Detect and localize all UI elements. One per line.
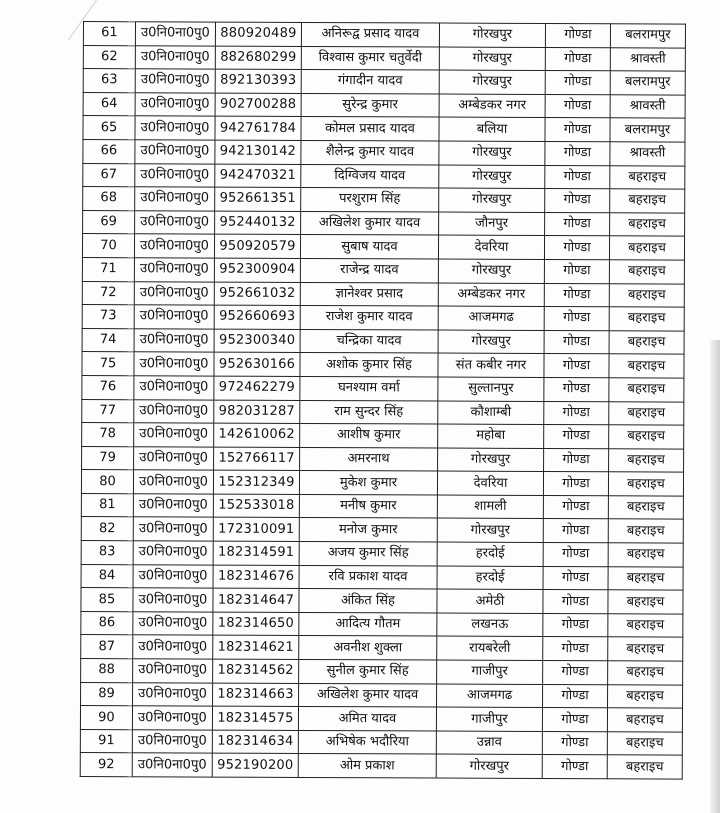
table-row [82, 446, 684, 472]
rank-cell: उ0नि0ना0पु0 [135, 22, 215, 46]
officer-name-cell: शैलेन्द्र कुमार यादव [301, 140, 439, 164]
serial-number-cell: 83 [81, 541, 133, 565]
home-district-cell: रायबरेली [437, 636, 543, 660]
rank-cell: उ0नि0ना0पु0 [135, 69, 215, 93]
serial-number-cell: 76 [82, 375, 134, 399]
table-row [83, 92, 685, 118]
new-posting-cell: बहराइच [608, 684, 683, 708]
table-row [81, 470, 683, 496]
current-posting-cell: गोण्डा [544, 401, 609, 425]
home-district-cell: उन्नाव [436, 731, 542, 755]
rank-cell: उ0नि0ना0पु0 [133, 541, 213, 565]
new-posting-cell: बहराइच [608, 614, 683, 638]
table-row [83, 187, 685, 213]
table-row [81, 564, 683, 590]
current-posting-cell: गोण्डा [544, 236, 609, 260]
new-posting-cell: बहराइच [609, 354, 684, 378]
current-posting-cell: गोण्डा [544, 330, 609, 354]
rank-cell: उ0नि0ना0पु0 [133, 612, 213, 636]
home-district-cell: लखनऊ [437, 613, 543, 637]
table-row [81, 682, 683, 708]
pno-cell: 152533018 [213, 494, 299, 518]
current-posting-cell: गोण्डा [544, 377, 609, 401]
officer-name-cell: अवनीश शुक्ला [299, 636, 437, 660]
serial-number-cell: 91 [80, 729, 132, 753]
new-posting-cell: बहराइच [609, 448, 684, 472]
current-posting-cell: गोण्डा [545, 71, 610, 95]
serial-number-cell: 82 [81, 517, 133, 541]
serial-number-cell: 65 [83, 116, 135, 140]
pno-cell: 182314634 [212, 730, 298, 754]
serial-number-cell: 71 [82, 257, 134, 281]
home-district-cell: अमेठी [437, 589, 543, 613]
table-row [81, 611, 683, 637]
current-posting-cell: गोण्डा [545, 165, 610, 189]
table-row [82, 305, 684, 331]
officer-name-cell: रवि प्रकाश यादव [299, 565, 437, 589]
rank-cell: उ0नि0ना0पु0 [134, 446, 214, 470]
new-posting-cell: बहराइच [608, 590, 683, 614]
officer-name-cell: ज्ञानेश्वर प्रसाद [300, 282, 438, 306]
home-district-cell: अम्बेडकर नगर [439, 94, 545, 118]
pno-cell: 182314591 [213, 541, 299, 565]
table-row [83, 22, 685, 48]
table-row [81, 541, 683, 567]
table-row [83, 163, 685, 189]
pno-cell: 880920489 [215, 22, 301, 46]
rank-cell: उ0नि0ना0पु0 [133, 517, 213, 541]
rank-cell: उ0नि0ना0पु0 [132, 706, 212, 730]
home-district-cell: जौनपुर [439, 212, 545, 236]
home-district-cell: महोबा [438, 424, 544, 448]
home-district-cell: गाजीपुर [437, 660, 543, 684]
current-posting-cell: गोण्डा [544, 354, 609, 378]
officer-name-cell: राम सुन्दर सिंह [300, 400, 438, 424]
rank-cell: उ0नि0ना0पु0 [134, 234, 214, 258]
pno-cell: 950920579 [214, 234, 300, 258]
serial-number-cell: 64 [83, 92, 135, 116]
new-posting-cell: श्रावस्ती [610, 95, 685, 119]
pno-cell: 152312349 [213, 470, 299, 494]
serial-number-cell: 62 [83, 45, 135, 69]
home-district-cell: गोरखपुर [438, 330, 544, 354]
current-posting-cell: गोण्डा [543, 495, 608, 519]
home-district-cell: गोरखपुर [438, 259, 544, 283]
officer-name-cell: अभिषेक भदौरिया [298, 730, 436, 754]
rank-cell: उ0नि0ना0पु0 [133, 588, 213, 612]
pno-cell: 952630166 [214, 352, 300, 376]
serial-number-cell: 75 [82, 352, 134, 376]
pno-cell: 952190200 [212, 753, 298, 777]
serial-number-cell: 68 [83, 187, 135, 211]
current-posting-cell: गोण्डा [543, 472, 608, 496]
serial-number-cell: 67 [83, 163, 135, 187]
current-posting-cell: गोण्डा [544, 283, 609, 307]
new-posting-cell: बहराइच [609, 425, 684, 449]
officer-name-cell: विश्वास कुमार चतुर्वेदी [301, 46, 439, 70]
pno-cell: 182314621 [213, 636, 299, 660]
table-row [81, 588, 683, 614]
home-district-cell: गोरखपुर [438, 448, 544, 472]
table-row [82, 352, 684, 378]
new-posting-cell: बहराइच [607, 708, 682, 732]
pno-cell: 982031287 [214, 400, 300, 424]
officer-name-cell: चन्द्रिका यादव [300, 329, 438, 353]
home-district-cell: आजमगढ [438, 306, 544, 330]
home-district-cell: शामली [437, 495, 543, 519]
serial-number-cell: 87 [81, 635, 133, 659]
serial-number-cell: 88 [81, 659, 133, 683]
home-district-cell: कौशाम्बी [438, 401, 544, 425]
rank-cell: उ0नि0ना0पु0 [133, 494, 213, 518]
pno-cell: 892130393 [215, 69, 301, 93]
home-district-cell: गोरखपुर [437, 519, 543, 543]
serial-number-cell: 81 [81, 493, 133, 517]
table-row [82, 281, 684, 307]
rank-cell: उ0नि0ना0पु0 [133, 682, 213, 706]
rank-cell: उ0नि0ना0पु0 [134, 281, 214, 305]
pno-cell: 182314676 [213, 565, 299, 589]
home-district-cell: गाजीपुर [436, 707, 542, 731]
pno-cell: 942761784 [215, 116, 301, 140]
transfer-roster-table [80, 21, 686, 780]
home-district-cell: बलिया [439, 117, 545, 141]
pno-cell: 902700288 [215, 93, 301, 117]
table-row [82, 375, 684, 401]
new-posting-cell: बहराइच [608, 543, 683, 567]
current-posting-cell: गोण्डा [542, 731, 607, 755]
serial-number-cell: 70 [82, 234, 134, 258]
serial-number-cell: 90 [80, 706, 132, 730]
new-posting-cell: बलरामपुर [610, 24, 685, 48]
table-row [80, 729, 682, 755]
officer-name-cell: अमरनाथ [300, 447, 438, 471]
officer-name-cell: अंकित सिंह [299, 589, 437, 613]
rank-cell: उ0नि0ना0पु0 [134, 258, 214, 282]
rank-cell: उ0नि0ना0पु0 [134, 352, 214, 376]
pno-cell: 952300904 [214, 258, 300, 282]
home-district-cell: गोरखपुर [439, 188, 545, 212]
home-district-cell: आजमगढ [437, 684, 543, 708]
current-posting-cell: गोण्डा [545, 212, 610, 236]
current-posting-cell: गोण्डा [543, 566, 608, 590]
serial-number-cell: 74 [82, 328, 134, 352]
home-district-cell: गोरखपुर [439, 47, 545, 71]
current-posting-cell: गोण्डा [545, 141, 610, 165]
serial-number-cell: 72 [82, 281, 134, 305]
current-posting-cell: गोण्डा [545, 94, 610, 118]
rank-cell: उ0नि0ना0पु0 [135, 210, 215, 234]
serial-number-cell: 78 [82, 423, 134, 447]
rank-cell: उ0नि0ना0पु0 [134, 399, 214, 423]
new-posting-cell: बलरामपुर [610, 71, 685, 95]
pno-cell: 942470321 [215, 164, 301, 188]
officer-name-cell: सुबाष यादव [300, 235, 438, 259]
home-district-cell: गोरखपुर [436, 754, 542, 778]
new-posting-cell: बहराइच [609, 331, 684, 355]
table-row [81, 493, 683, 519]
rank-cell: उ0नि0ना0पु0 [134, 376, 214, 400]
pno-cell: 182314575 [212, 706, 298, 730]
table-row [82, 257, 684, 283]
serial-number-cell: 85 [81, 588, 133, 612]
serial-number-cell: 92 [80, 753, 132, 777]
home-district-cell: गोरखपुर [439, 23, 545, 47]
current-posting-cell: गोण्डा [544, 307, 609, 331]
new-posting-cell: बहराइच [610, 213, 685, 237]
pno-cell: 172310091 [213, 518, 299, 542]
home-district-cell: गोरखपुर [439, 141, 545, 165]
table-row [81, 659, 683, 685]
serial-number-cell: 86 [81, 611, 133, 635]
new-posting-cell: बहराइच [608, 496, 683, 520]
rank-cell: उ0नि0ना0पु0 [135, 116, 215, 140]
roster-body [80, 22, 685, 780]
table-row [83, 116, 685, 142]
rank-cell: उ0नि0ना0पु0 [135, 45, 215, 69]
officer-name-cell: गंगादीन यादव [301, 70, 439, 94]
pno-cell: 972462279 [214, 376, 300, 400]
pno-cell: 952661032 [214, 282, 300, 306]
new-posting-cell: बहराइच [609, 401, 684, 425]
table-row [82, 234, 684, 260]
new-posting-cell: बहराइच [609, 307, 684, 331]
officer-name-cell: अशोक कुमार सिंह [300, 353, 438, 377]
home-district-cell: देवरिया [438, 235, 544, 259]
pno-cell: 142610062 [214, 423, 300, 447]
current-posting-cell: गोण्डा [545, 118, 610, 142]
officer-name-cell: अजय कुमार सिंह [299, 542, 437, 566]
home-district-cell: अम्बेडकर नगर [438, 283, 544, 307]
table-row [83, 139, 685, 165]
pno-cell: 182314650 [213, 612, 299, 636]
new-posting-cell: बहराइच [609, 378, 684, 402]
officer-name-cell: अखिलेश कुमार यादव [301, 211, 439, 235]
officer-name-cell: घनश्याम वर्मा [300, 376, 438, 400]
officer-name-cell: सुरेन्द्र कुमार [301, 93, 439, 117]
home-district-cell: गोरखपुर [439, 70, 545, 94]
current-posting-cell: गोण्डा [543, 613, 608, 637]
table-row [81, 517, 683, 543]
current-posting-cell: गोण्डा [543, 519, 608, 543]
new-posting-cell: बहराइच [608, 637, 683, 661]
new-posting-cell: बहराइच [610, 165, 685, 189]
table-row [81, 635, 683, 661]
pno-cell: 182314663 [213, 683, 299, 707]
pno-cell: 942130142 [215, 140, 301, 164]
home-district-cell: हरदोई [437, 566, 543, 590]
officer-name-cell: अखिलेश कुमार यादव [299, 683, 437, 707]
current-posting-cell: गोण्डा [542, 708, 607, 732]
table-row [83, 210, 685, 236]
officer-name-cell: ओम प्रकाश [298, 754, 436, 778]
table-row [82, 399, 684, 425]
officer-name-cell: मुकेश कुमार [299, 471, 437, 495]
officer-name-cell: मनीष कुमार [299, 494, 437, 518]
new-posting-cell: बहराइच [607, 732, 682, 756]
new-posting-cell: बहराइच [609, 260, 684, 284]
current-posting-cell: गोण्डा [544, 448, 609, 472]
new-posting-cell: बहराइच [608, 519, 683, 543]
current-posting-cell: गोण्डा [545, 47, 610, 71]
current-posting-cell: गोण्डा [543, 661, 608, 685]
serial-number-cell: 69 [83, 210, 135, 234]
serial-number-cell: 89 [81, 682, 133, 706]
officer-name-cell: परशुराम सिंह [301, 188, 439, 212]
serial-number-cell: 73 [82, 305, 134, 329]
pno-cell: 952300340 [214, 329, 300, 353]
new-posting-cell: श्रावस्ती [610, 47, 685, 71]
new-posting-cell: बलरामपुर [610, 118, 685, 142]
pno-cell: 182314562 [213, 659, 299, 683]
rank-cell: उ0नि0ना0पु0 [135, 93, 215, 117]
officer-name-cell: आशीष कुमार [300, 424, 438, 448]
new-posting-cell: बहराइच [608, 566, 683, 590]
new-posting-cell: बहराइच [608, 661, 683, 685]
pno-cell: 952661351 [215, 187, 301, 211]
current-posting-cell: गोण्डा [544, 425, 609, 449]
new-posting-cell: बहराइच [610, 189, 685, 213]
new-posting-cell: बहराइच [609, 283, 684, 307]
new-posting-cell: बहराइच [607, 755, 682, 779]
pno-cell: 882680299 [215, 46, 301, 70]
page-edge-shadow [710, 340, 720, 813]
rank-cell: उ0नि0ना0पु0 [133, 564, 213, 588]
pno-cell: 952660693 [214, 305, 300, 329]
pno-cell: 152766117 [214, 447, 300, 471]
officer-name-cell: सुनील कुमार सिंह [299, 659, 437, 683]
rank-cell: उ0नि0ना0पु0 [135, 140, 215, 164]
table-row [80, 753, 682, 779]
officer-name-cell: राजेन्द्र यादव [300, 258, 438, 282]
table-row [83, 45, 685, 71]
rank-cell: उ0नि0ना0पु0 [135, 187, 215, 211]
serial-number-cell: 84 [81, 564, 133, 588]
current-posting-cell: गोण्डा [545, 24, 610, 48]
current-posting-cell: गोण्डा [543, 590, 608, 614]
home-district-cell: हरदोई [437, 542, 543, 566]
officer-name-cell: मनोज कुमार [299, 518, 437, 542]
rank-cell: उ0नि0ना0पु0 [132, 753, 212, 777]
current-posting-cell: गोण्डा [544, 259, 609, 283]
home-district-cell: देवरिया [437, 471, 543, 495]
serial-number-cell: 66 [83, 139, 135, 163]
pno-cell: 952440132 [215, 211, 301, 235]
rank-cell: उ0नि0ना0पु0 [134, 328, 214, 352]
current-posting-cell: गोण्डा [543, 543, 608, 567]
new-posting-cell: बहराइच [609, 236, 684, 260]
table-row [80, 706, 682, 732]
table-row [82, 328, 684, 354]
rank-cell: उ0नि0ना0पु0 [133, 470, 213, 494]
new-posting-cell: बहराइच [608, 472, 683, 496]
current-posting-cell: गोण्डा [545, 189, 610, 213]
rank-cell: उ0नि0ना0पु0 [133, 659, 213, 683]
new-posting-cell: श्रावस्ती [610, 142, 685, 166]
officer-name-cell: कोमल प्रसाद यादव [301, 117, 439, 141]
serial-number-cell: 63 [83, 69, 135, 93]
current-posting-cell: गोण्डा [542, 755, 607, 779]
officer-name-cell: राजेश कुमार यादव [300, 306, 438, 330]
home-district-cell: संत कबीर नगर [438, 353, 544, 377]
serial-number-cell: 80 [81, 470, 133, 494]
serial-number-cell: 79 [82, 446, 134, 470]
table-row [83, 69, 685, 95]
rank-cell: उ0नि0ना0पु0 [134, 423, 214, 447]
home-district-cell: सुल्तानपुर [438, 377, 544, 401]
rank-cell: उ0नि0ना0पु0 [134, 305, 214, 329]
rank-cell: उ0नि0ना0पु0 [132, 730, 212, 754]
serial-number-cell: 61 [83, 22, 135, 46]
rank-cell: उ0नि0ना0पु0 [133, 635, 213, 659]
pno-cell: 182314647 [213, 588, 299, 612]
officer-name-cell: दिग्विजय यादव [301, 164, 439, 188]
home-district-cell: गोरखपुर [439, 165, 545, 189]
rank-cell: उ0नि0ना0पु0 [135, 163, 215, 187]
current-posting-cell: गोण्डा [543, 684, 608, 708]
current-posting-cell: गोण्डा [543, 637, 608, 661]
officer-name-cell: अनिरूद्व प्रसाद यादव [301, 22, 439, 46]
officer-name-cell: आदित्य गौतम [299, 612, 437, 636]
table-row [82, 423, 684, 449]
serial-number-cell: 77 [82, 399, 134, 423]
officer-name-cell: अमित यादव [298, 707, 436, 731]
